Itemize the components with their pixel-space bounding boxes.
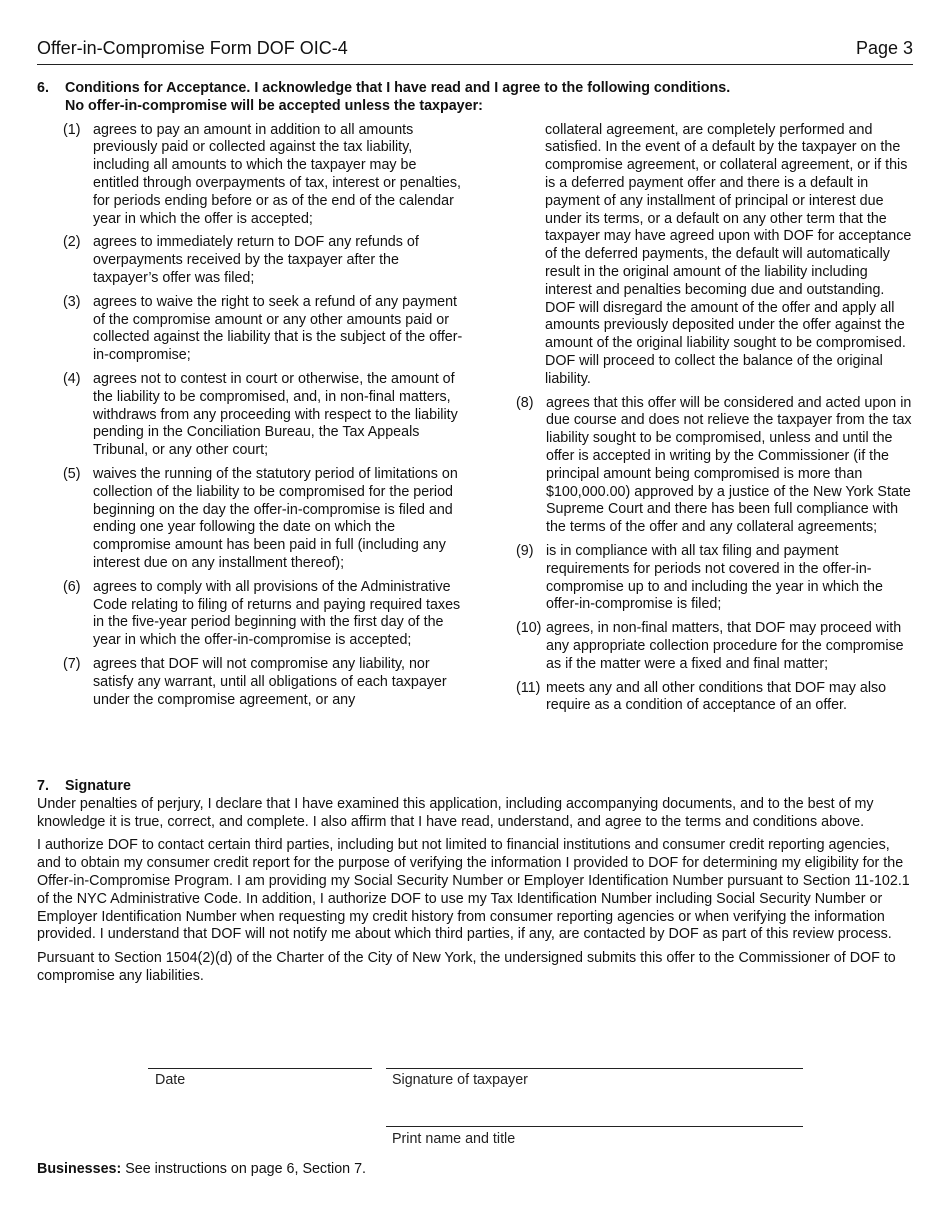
condition-text: agrees to waive the right to seek a refund of any payment of the compromise amount or any other amounts paid or collected against the liability that is the subject of the offer-in-compromise; [93,293,463,364]
condition-number: (5) [63,465,81,482]
section-7-title: Signature [65,778,131,794]
date-label: Date [155,1072,186,1088]
condition-number: (1) [63,121,81,138]
condition-text: agrees that this offer will be considered and acted upon in due course and does not relieve the taxpayer from the tax liability sought to be compromised, unless and until the offer is accepted in writing by the Commissioner (if the principal amount being compromised is more than $100,000.00) approved by a justice of the New York State Supreme Court and there has been full compliance with the terms of the offer and any collateral agreements; [546,394,912,536]
condition-text: agrees not to contest in court or otherwise, the amount of the liability to be compromised, and, in non-final matters, withdraws from any proceeding with respect to the liability pending in the Conciliation Bureau, the Tax Appeals Tribunal, or any other court; [93,370,458,459]
condition-item [516,620,916,673]
condition-item [63,122,463,229]
condition-text: agrees, in non-final matters, that DOF may proceed with any appropriate collection procedure for the compromise as if the matter were a fixed and final matter; [546,620,904,672]
businesses-note [37,1161,366,1177]
condition-text: is in compliance with all tax filing and payment requirements for periods not covered in the offer-in-compromise up to and including the year in which the offer-in-compromise is filed; [546,542,883,613]
section-6-number: 6. [37,80,49,96]
businesses-label: Businesses: [37,1161,122,1177]
businesses-text: See instructions on page 6, Section 7. [121,1161,367,1177]
print-name-field[interactable] [386,1126,803,1127]
condition-item [63,234,463,287]
condition-item [516,680,916,716]
signature-field[interactable] [386,1068,803,1069]
condition-item [63,466,463,573]
section-7-signature [37,778,915,992]
date-field[interactable] [148,1068,372,1069]
perjury-declaration: Under penalties of perjury, I declare that I have examined this application, including accompanying documents, and to the best of my knowledge it is true, correct, and complete. I also affirm that I have read, understand, and agree to the terms and conditions above. [37,795,874,830]
conditions-left-column [63,122,463,722]
condition-number: (2) [63,234,81,251]
section-6-title: Conditions for Acceptance. I acknowledge that I have read and I agree to the following conditions. [65,80,731,96]
condition-number: (9) [516,542,534,559]
condition-item [63,371,463,460]
condition-number: (7) [63,655,81,672]
section-6-heading [37,80,913,116]
condition-number: (3) [63,293,81,310]
conditions-right-column [516,122,916,722]
condition-text: agrees to pay an amount in addition to all amounts previously paid or collected against the tax liability, including all amounts to which the taxpayer may be entitled through overpayments of tax, interest or penalties, for periods ending before or as of the end of the calendar year in which the offer is accepted; [93,121,461,227]
condition-item [516,395,916,537]
condition-item [63,656,463,709]
condition-item [63,579,463,650]
condition-number: (4) [63,370,81,387]
condition-item [63,294,463,365]
section-7-number: 7. [37,778,49,794]
charter-paragraph: Pursuant to Section 1504(2)(d) of the Charter of the City of New York, the undersigned submits this offer to the Commissioner of DOF to compromise any liabilities. [37,950,896,984]
page-number: Page 3 [855,38,913,58]
condition-number: (11) [516,679,541,696]
condition-text: agrees to immediately return to DOF any refunds of overpayments received by the taxpayer after the taxpayer’s offer was filed; [93,234,419,286]
condition-number: (8) [516,394,534,411]
condition-number: (10) [516,620,542,637]
condition-text: meets any and all other conditions that DOF may also require as a condition of acceptance of an offer. [546,679,887,714]
condition-number: (6) [63,578,81,595]
form-title: Offer-in-Compromise Form DOF OIC-4 [37,38,348,58]
print-name-label: Print name and title [392,1131,516,1147]
condition-text: agrees to comply with all provisions of the Administrative Code relating to filing of returns and paying required taxes in the five-year period beginning with the first day of the year in which the offer-in-compromise is accepted; [93,578,461,649]
condition-7-continued: collateral agreement, are completely performed and satisfied. In the event of a default by the taxpayer on the compromise agreement, or collateral agreement, or if this is a deferred payment offer and there is a default in payment of any installment of principal or interest due under its terms, or a default on any other term that the taxpayer may have agreed upon with DOF for acceptance of the deferred payments, the default will automatically result in the original amount of the liability including interest and penalties becoming due and outstanding. DOF will disregard the amount of the offer and apply all amounts previously deposited under the offer against the amount of the original liability sought to be compromised. DOF will proceed to collect the balance of the original liability. [545,121,912,387]
condition-text: agrees that DOF will not compromise any liability, nor satisfy any warrant, until all obligations of each taxpayer under the compromise agreement, or any [93,655,447,708]
section-7-heading [37,778,915,796]
condition-item [516,543,916,614]
section-6-conditions [37,80,913,721]
page-header [37,36,913,65]
authorization-paragraph: I authorize DOF to contact certain third parties, including but not limited to financial institutions and consumer credit reporting agencies, and to obtain my consumer credit report for the purpose of verifying the information I provided to DOF for determining my eligibility for the Offer-in-Compromise Program. I am providing my Social Security Number or Employer Identification Number pursuant to Section 11-102.1 of the NYC Administrative Code. In addition, I authorize DOF to use my Tax Identification Number including Social Security Number or Employer Identification Number when requesting my credit history from consumer reporting agencies or when verifying the information provided. I understand that DOF will not notify me about which third parties, if any, are contacted by DOF as part of this review process. [37,837,910,943]
section-6-subtitle: No offer-in-compromise will be accepted unless the taxpayer: [65,97,483,114]
condition-text: waives the running of the statutory period of limitations on collection of the liability to be compromised for the period beginning on the day the offer-in-compromise is filed and ending one year following the date on which the compromise amount has been paid in full (including any interest due on any installment thereof); [93,465,458,571]
signature-label: Signature of taxpayer [392,1072,528,1088]
